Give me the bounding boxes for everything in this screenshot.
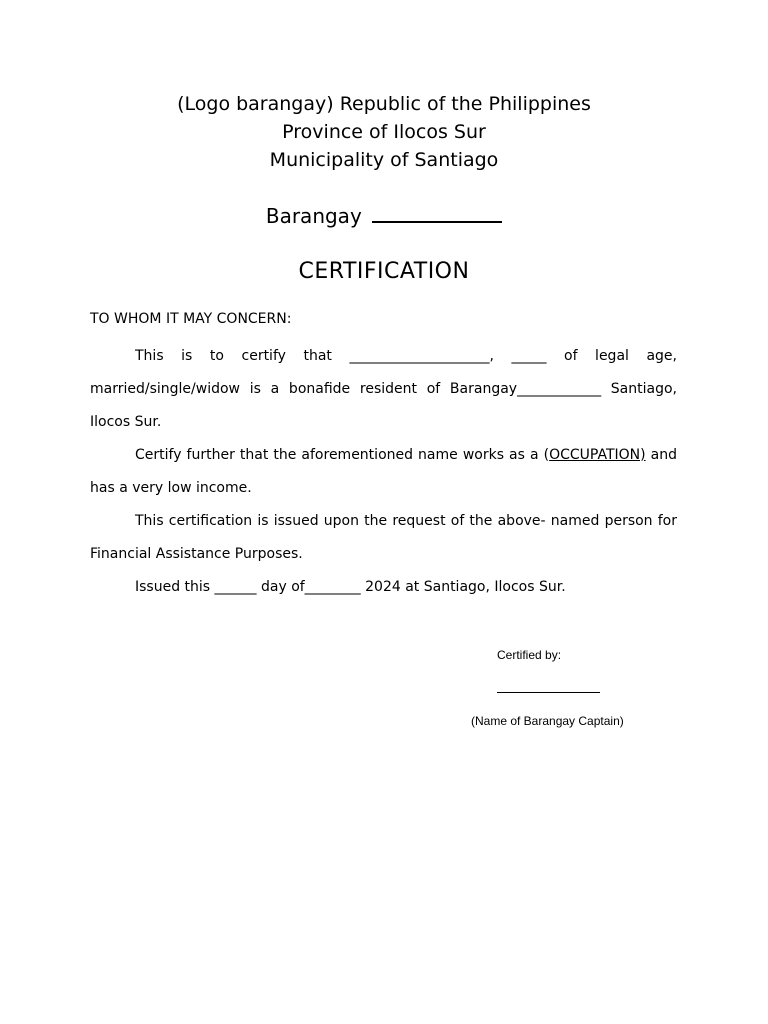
certified-by-label: Certified by: xyxy=(497,648,562,662)
header-province: Province of Ilocos Sur xyxy=(282,121,486,143)
barangay-heading xyxy=(0,201,768,230)
barangay-blank-line xyxy=(372,201,502,223)
header-municipality: Municipality of Santiago xyxy=(269,149,499,171)
paragraph-issued: Issued this ______ day of________ 2024 at Santiago, Ilocos Sur. xyxy=(135,579,566,595)
signature-line xyxy=(497,692,600,693)
barangay-label: Barangay xyxy=(265,204,362,228)
occupation-text-after: and has a very low income. xyxy=(90,447,677,496)
paragraph-occupation xyxy=(90,439,677,505)
salutation: TO WHOM IT MAY CONCERN: xyxy=(90,311,292,327)
paragraph-purpose: This certification is issued upon the request of the above- named person for Financial Assistance Purposes. xyxy=(90,513,677,562)
header-republic: (Logo barangay) Republic of the Philippines xyxy=(177,93,591,115)
occupation-text-before: Certify further that the aforementioned name works as a ( xyxy=(135,447,550,463)
paragraph-residency: This is to certify that ____________________, _____ of legal age, married/single/widow is a bonafide resident of Barangay____________ Santiago, Ilocos Sur. xyxy=(90,348,677,430)
document-title: CERTIFICATION xyxy=(298,259,470,284)
barangay-captain-caption: (Name of Barangay Captain) xyxy=(471,714,624,728)
occupation-placeholder: OCCUPATION) xyxy=(549,447,646,463)
